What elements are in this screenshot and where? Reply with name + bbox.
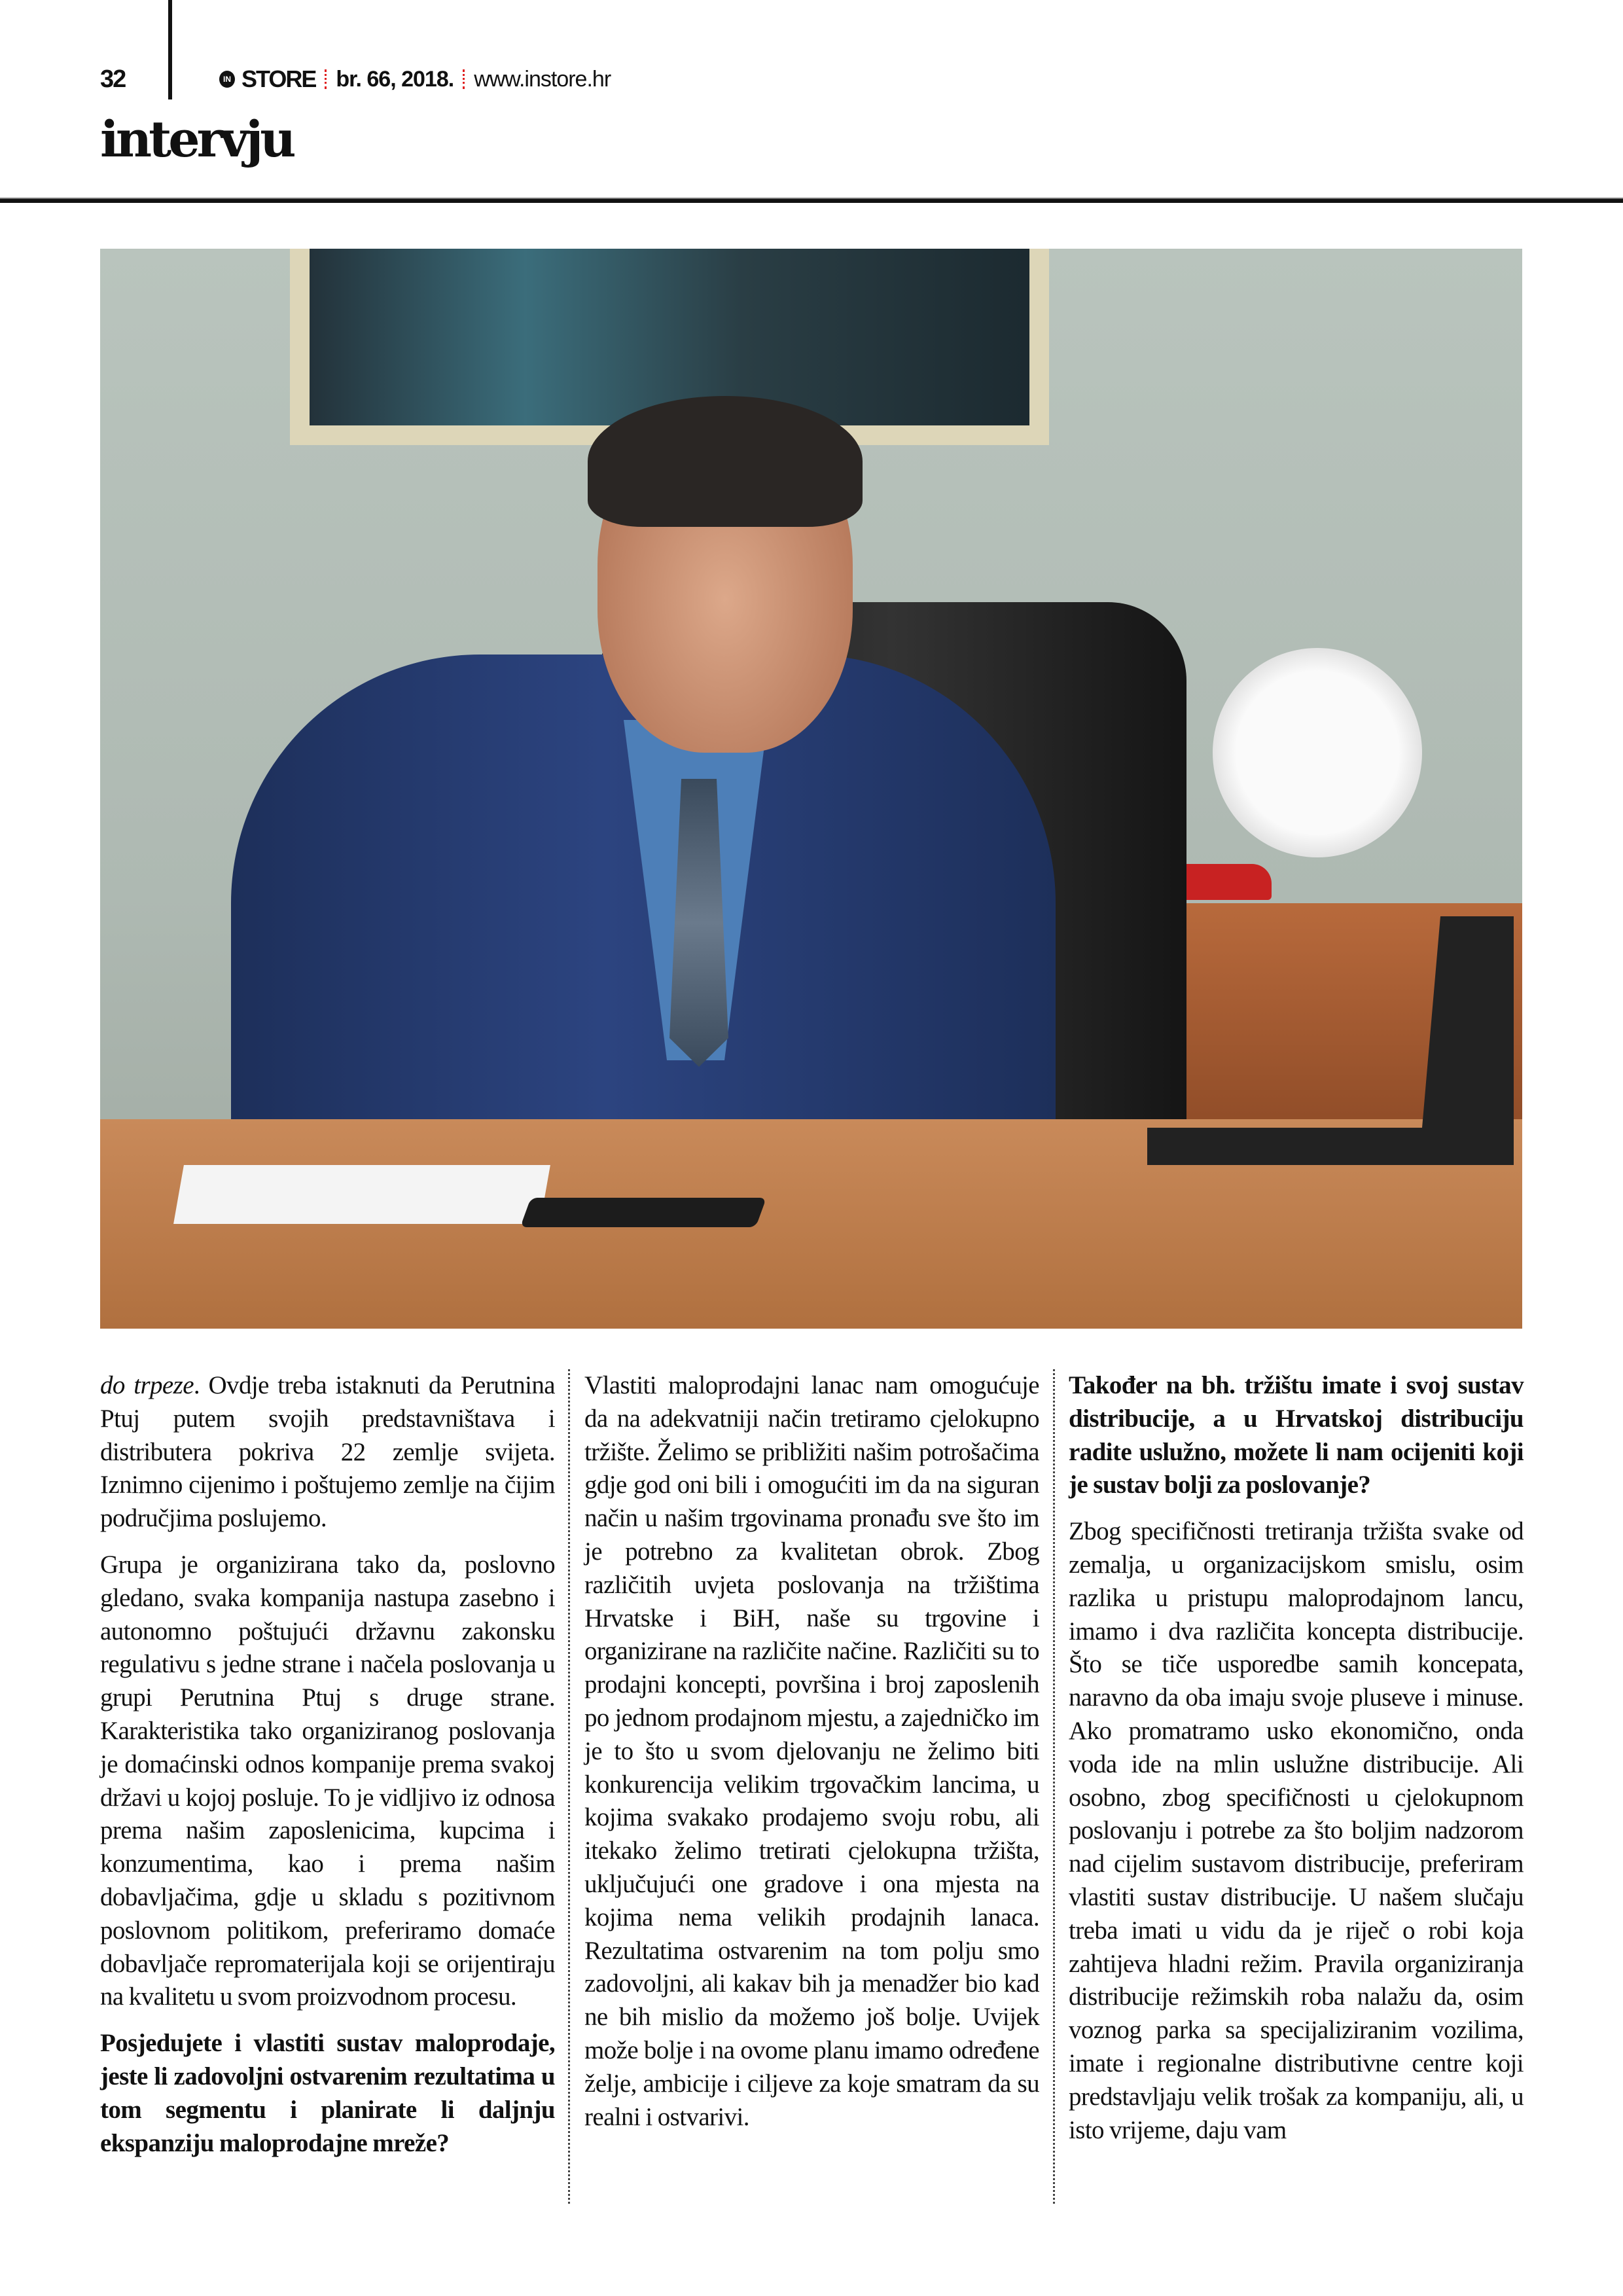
website-link[interactable]: www.instore.hr	[474, 66, 611, 92]
section-title: intervju	[100, 110, 293, 168]
article-column-1	[100, 1369, 555, 2173]
page-number: 32	[100, 65, 126, 93]
header-vertical-rule	[168, 0, 172, 99]
decorative-plate	[1213, 648, 1422, 857]
column-divider	[1053, 1369, 1055, 2204]
masthead	[219, 65, 611, 93]
column-divider	[568, 1369, 570, 2204]
interview-question: Posjedujete i vlastiti sustav maloprodaje, jeste li zadovoljni ostvarenim rezultatima u tom segmentu i planirate li daljnju ekspanziju maloprodajne mreže?	[100, 2029, 555, 2157]
italic-lead: do trpeze	[100, 1371, 194, 1399]
separator	[463, 69, 465, 89]
logo-text: STORE	[241, 65, 316, 92]
paragraph: Zbog specifičnosti tretiranja tržišta svake od zemalja, u organizacijskom smislu, osim razlika u pristupu maloprodajnom lancu, imamo i dva različita koncepta distribucije. Što se tiče usporedbe samih koncepata, naravno da oba imaju svoje pluseve i minuse. Ako promatramo usko ekonomično, onda voda ide na mlin uslužne distribucije. Ali osobno, zbog specifičnosti u cjelokupnom poslovanju i potrebe za što boljim nadzorom nad cijelim sustavom distribucije, preferiram vlastiti sustav distribucije. U našem slučaju treba imati u vidu da je riječ o robi koja zahtijeva hladni režim. Pravila organiziranja distribucije režimskih roba nalažu da, osim voznog parka sa specijaliziranim vozilima, imate i regionalne distributivne centre koji predstavljaju velik trošak za kompaniju, ali, u isto vrijeme, daju vam	[1069, 1517, 1524, 2144]
interview-photo	[100, 249, 1522, 1329]
separator	[325, 69, 327, 89]
phone	[520, 1198, 766, 1227]
header-rule	[0, 198, 1623, 203]
paragraph-text: . Ovdje treba istaknuti da Perutnina Ptuj putem svojih predstavništava i distributera pokriva 22 zemlje svijeta. Iznimno cijenimo i poštujemo zemlje na čijim područjima poslujemo.	[100, 1371, 555, 1533]
notebook	[173, 1165, 550, 1224]
paragraph: Grupa je organizirana tako da, poslovno gledano, svaka kompanija nastupa zasebno i autonomno poštujući državnu zakonsku regulativu s jedne strane i načela poslovanja u grupi Perutnina Ptuj s druge strane. Karakteristika tako organiziranog poslovanja je domaćinski odnos kompanije prema svakoj državi u kojoj posluje. To je vidljivo iz odnosa prema našim zaposlenicima, kupcima i konzumentima, kao i prema našim dobavljačima, gdje u skladu s pozitivnom poslovnom politikom, preferiramo domaće dobavljače repromaterijala koji se orijentiraju na kvalitetu u svom proizvodnom procesu.	[100, 1550, 555, 2011]
logo-mark-icon: IN	[219, 71, 235, 88]
paragraph: Vlastiti maloprodajni lanac nam omogućuje da na adekvatniji način tretiramo cjelokupno tržište. Želimo se približiti našim potrošačima gdje god oni bili i omogućiti im da na siguran način u našim trgovinama pronađu sve što im je potrebno za kvalitetan obrok. Zbog različitih uvjeta poslovanja na tržištima Hrvatske i BiH, naše su trgovine i organizirane na različite načine. Različiti su to prodajni koncepti, površina i broj zaposlenih po jednom prodajnom mjestu, a zajedničko im je to što u svom djelovanju ne želimo biti konkurencija velikim trgovačkim lancima, u kojima svakako prodajemo svoju robu, ali itekako želimo tretirati cjelokupna tržišta, uključujući one gradove i ona mjesta na kojima nema velikih prodajnih lanaca. Rezultatima ostvarenim na tom polju smo zadovoljni, ali kakav bih ja menadžer bio kad ne bih mislio da možemo još bolje. Uvijek može bolje i na ovome planu imamo određene želje, ambicije i ciljeve za koje smatram da su realni i ostvarivi.	[584, 1371, 1039, 2131]
article-column-3	[1069, 1369, 1524, 2160]
interview-question: Također na bh. tržištu imate i svoj sustav distribucije, a u Hrvatskoj distribuciju radite uslužno, možete li nam ocijeniti koji je sustav bolji za poslovanje?	[1069, 1371, 1524, 1499]
paragraph	[100, 1369, 555, 1535]
store-logo	[219, 65, 315, 93]
issue-number: br. 66, 2018.	[336, 66, 454, 92]
article-column-2	[584, 1369, 1039, 2147]
toy-car	[1173, 864, 1272, 900]
man-hair	[588, 396, 863, 527]
